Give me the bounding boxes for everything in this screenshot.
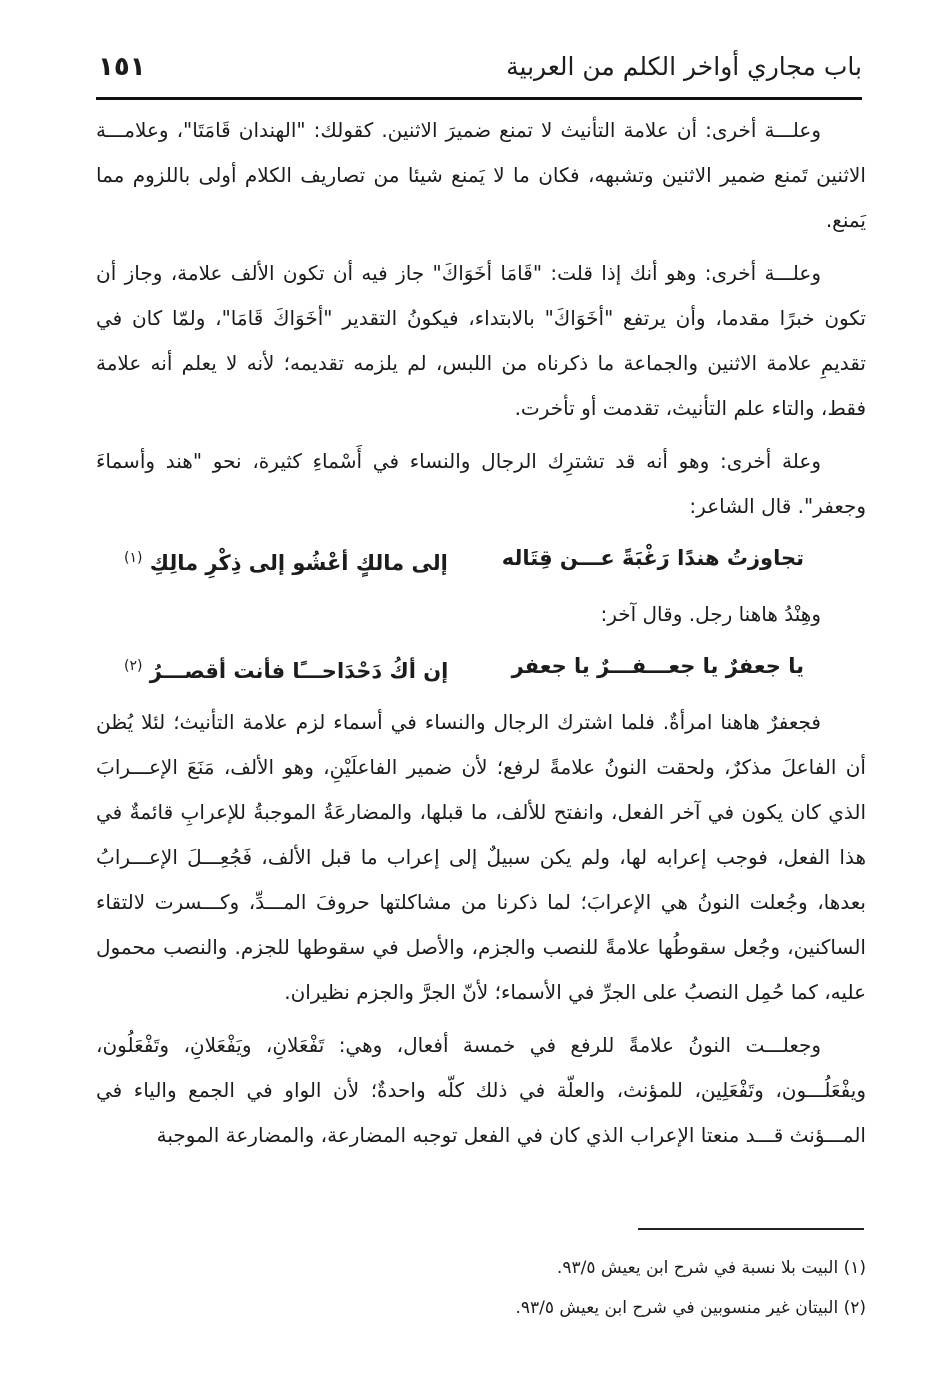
footnote-divider xyxy=(638,1228,864,1230)
body-text xyxy=(96,108,866,1158)
chapter-title: باب مجاري أواخر الكلم من العربية xyxy=(506,52,862,81)
running-header xyxy=(96,52,862,94)
paragraph-5: وجعلـــت النونُ علامةً للرفع في خمسة أفعال، وهي: تَفْعَلانِ، ويَفْعَلانِ، وتَفْعَلُون، ويفْعَلُـــون، وتَفْعَلِين، للمؤنث، والعلّة في ذلك كلّه واحدةٌ؛ لأن الواو في الجمع والياء في المـــؤنث قـــد منعتا الإعراب الذي كان في الفعل توجبه المضارعة، والمضارعة الموجبة xyxy=(96,1033,866,1147)
footnote-marker-1: (١) xyxy=(124,550,143,566)
paragraph-2: وعلـــة أخرى: وهو أنك إذا قلت: "قَامَا أخَوَاكَ" جاز فيه أن تكون الألف علامة، وجاز أن تكون خبرًا مقدما، وأن يرتفع "أخَوَاكَ" بالابتداء، فيكونُ التقدير "أخَوَاكَ قَامَا"، ولمّا كان في تقديمِ علامة الاثنين والجماعة ما ذكرناه من اللبس، لم يلزمه تقديمه؛ لأنه لا يعلم أنه علامة فقط، والتاء علم التأنيث، تقدمت أو تأخرت. xyxy=(96,261,866,420)
footnotes xyxy=(96,1248,866,1328)
footnote-2: (٢) البيتان غير منسوبين في شرح ابن يعيش ٩٣/٥. xyxy=(515,1298,866,1318)
verse-1-second-text: إلى مالكٍ أعْشُو إلى ذِكْرِ مالِكِ xyxy=(149,551,448,575)
footnote-1: (١) البيت بلا نسبة في شرح ابن يعيش ٩٣/٥. xyxy=(556,1258,866,1278)
page-number: ١٥١ xyxy=(98,52,146,82)
paragraph-1: وعلـــة أخرى: أن علامة التأنيث لا تمنع ضميرَ الاثنين. كقولك: "الهندان قَامَتَا"، وعلامـــة الاثنين تَمنع ضمير الاثنين وتشبهه، فكان ما لا يَمنع شيئا من تصاريف الكلام أولى باللزوم مما يَمنع. xyxy=(96,118,866,232)
verse-1-first-hemistich: تجاوزتُ هندًا رَغْبَةً عـــن قِتَاله xyxy=(501,546,804,570)
verse-2 xyxy=(124,641,804,696)
line-hind: وهِنْدُ هاهنا رجل. وقال آخر: xyxy=(600,602,821,626)
paragraph-3: وعلة أخرى: وهو أنه قد تشترِك الرجال والنساء في أَسْماءِ كثيرة، نحو "هند وأسماءَ وجعفر". قال الشاعر: xyxy=(96,449,866,518)
verse-2-second-hemistich xyxy=(124,641,448,696)
verse-2-second-text: إن أكُ دَحْدَاحـــًا فأنت أقصـــرُ xyxy=(149,659,449,683)
paragraph-4: فجعفرٌ هاهنا امرأةٌ. فلما اشترك الرجال والنساء في أسماء لزم علامة التأنيث؛ لئلا يُظن أن الفاعلَ مذكرٌ، ولحقت النونُ علامةً لرفع؛ لأن ضمير الفاعلَيْنِ، وهو الألف، مَنَعَ الإعـــرابَ الذي كان يكون في آخر الفعل، وانفتح للألف، ما قبلها، والمضارعَةُ الموجبةُ للإعرابِ قائمةٌ في هذا الفعل، فوجب إعرابه لها، ولم يكن سبيلٌ إلى إعراب ما قبل الألف، فَجُعِـــلَ الإعـــرابُ بعدها، وجُعلت النونُ هي الإعرابَ؛ لما ذكرنا من مشاكلتها حروفَ المـــدِّ، وكـــسرت لالتقاء الساكنين، وجُعل سقوطُها علامةً للنصب والجزم، والأصل في سقوطها للجزم. والنصب محمول عليه، كما حُمِل النصبُ على الجرِّ في الأسماء؛ لأنّ الجرَّ والجزم نظيران. xyxy=(96,710,866,1004)
verse-1 xyxy=(124,533,804,588)
footnote-marker-2: (٢) xyxy=(124,658,143,674)
verse-1-second-hemistich xyxy=(124,533,448,588)
verse-2-first-hemistich: يا جعفرٌ يا جعـــفـــرٌ يا جعفر xyxy=(511,654,804,678)
header-divider xyxy=(96,97,862,100)
